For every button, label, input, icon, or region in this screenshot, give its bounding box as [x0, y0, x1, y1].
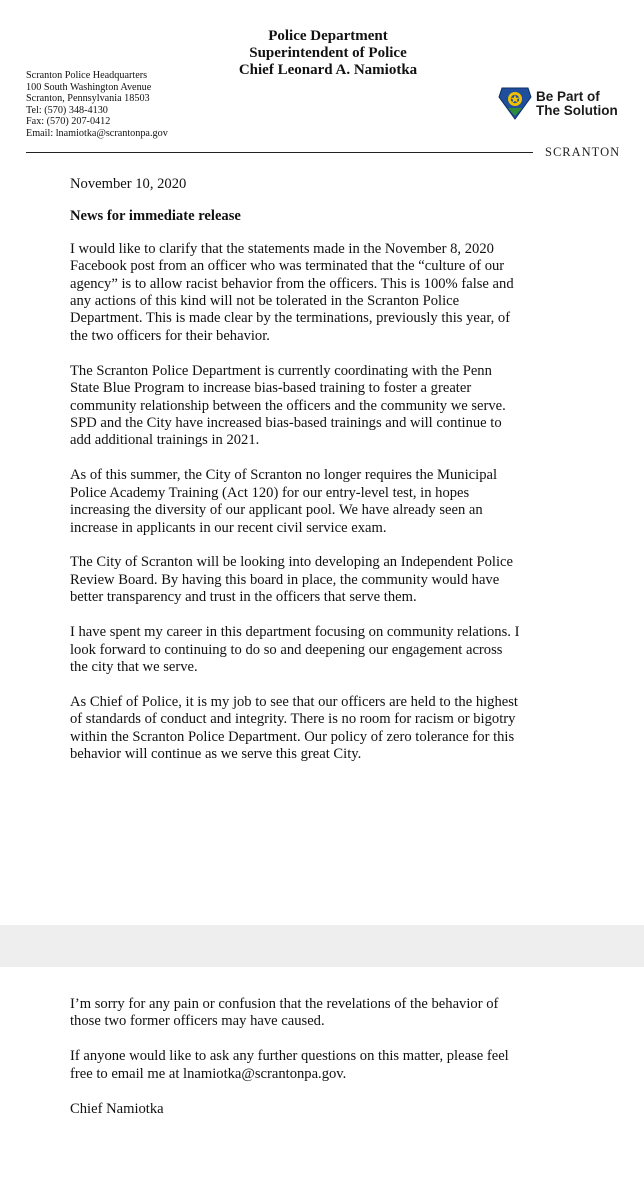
- paragraph-line: agency” is to allow racist behavior from the officers. This is 100% false and: [70, 275, 514, 292]
- paragraph-line: Review Board. By having this board in place, the community would have: [70, 571, 500, 588]
- address-line: 100 South Washington Avenue: [26, 81, 152, 93]
- paragraph: [70, 624, 610, 676]
- letter-page-2: [0, 967, 644, 1200]
- letter-headline: News for immediate release: [70, 208, 241, 225]
- paragraph-line: add additional trainings in 2021.: [70, 432, 260, 449]
- paragraph: [70, 241, 610, 345]
- paragraph-line: any actions of this kind will not be tolerated in the Scranton Police: [70, 293, 460, 310]
- paragraph-line: I’m sorry for any pain or confusion that the revelations of the behavior of: [70, 996, 499, 1012]
- headquarters-address: [26, 70, 168, 140]
- header-divider: [26, 152, 533, 153]
- paragraph: [70, 996, 610, 1031]
- page2-paragraphs: [70, 996, 610, 1118]
- paragraph-line: Chief Namiotka: [70, 1100, 164, 1117]
- paragraph-line: Facebook post from an officer who was terminated that the “culture of our: [70, 258, 505, 275]
- paragraph-line: Police Academy Training (Act 120) for our entry-level test, in hopes: [70, 484, 470, 501]
- letter-date: November 10, 2020: [70, 176, 187, 192]
- paragraph-line: within the Scranton Police Department. Our policy of zero tolerance for this: [70, 728, 515, 745]
- paragraph-line: State Blue Program to increase bias-based training to foster a greater: [70, 380, 472, 397]
- paragraph: [70, 363, 610, 450]
- city-label: SCRANTON: [545, 145, 621, 159]
- paragraph-line: look forward to continuing to do so and deepening our engagement across: [70, 641, 503, 658]
- paragraph-line: As of this summer, the City of Scranton no longer requires the Municipal: [70, 467, 498, 484]
- address-line: Scranton Police Headquarters: [26, 70, 148, 81]
- paragraph-line: behavior will continue as we serve this great City.: [70, 746, 362, 763]
- paragraph-line: free to email me at lnamiotka@scrantonpa.gov.: [70, 1065, 347, 1082]
- paragraph: [70, 467, 610, 537]
- header-line-superintendent: Superintendent of Police: [249, 45, 407, 61]
- paragraph-line: the city that we serve.: [70, 658, 198, 675]
- address-email: Email: lnamiotka@scrantonpa.gov: [26, 127, 168, 139]
- paragraph-line: better transparency and trust in the officers that serve them.: [70, 589, 417, 606]
- header-line-department: Police Department: [268, 28, 388, 44]
- paragraph-line: I would like to clarify that the statements made in the November 8, 2020: [70, 240, 494, 257]
- paragraph: [70, 1101, 610, 1118]
- paragraph-line: the two officers for their behavior.: [70, 327, 270, 344]
- page-gap: [0, 925, 644, 967]
- letter-body: [70, 176, 610, 781]
- keystone-badge-icon: [498, 86, 532, 120]
- letter-paragraphs: [70, 241, 610, 764]
- paragraph: [70, 1048, 610, 1083]
- paragraph-line: increase in applicants in our recent civil service exam.: [70, 519, 387, 536]
- header-line-chief: Chief Leonard A. Namiotka: [238, 62, 418, 78]
- paragraph-line: As Chief of Police, it is my job to see that our officers are held to the highest: [70, 693, 518, 710]
- address-line: Scranton, Pennsylvania 18503: [26, 93, 150, 105]
- be-part-of-the-solution-logo: [498, 86, 628, 122]
- paragraph-line: Department. This is made clear by the terminations, previously this year, of: [70, 310, 511, 327]
- address-fax: Fax: (570) 207-0412: [26, 116, 111, 128]
- paragraph-line: If anyone would like to ask any further questions on this matter, please feel: [70, 1048, 509, 1065]
- paragraph-line: SPD and the City have increased bias-based trainings and will continue to: [70, 414, 502, 431]
- paragraph-line: those two former officers may have caused.: [70, 1013, 325, 1030]
- logo-slogan: [536, 90, 618, 118]
- paragraph-line: of standards of conduct and integrity. There is no room for racism or bigotry: [70, 711, 516, 728]
- address-phone: Tel: (570) 348-4130: [26, 104, 108, 116]
- logo-slogan-line2: The Solution: [536, 103, 618, 118]
- paragraph-line: I have spent my career in this department focusing on community relations. I: [70, 624, 520, 641]
- letter-body-page-2: [70, 996, 610, 1136]
- paragraph: [70, 554, 610, 606]
- paragraph: [70, 694, 610, 764]
- paragraph-line: The City of Scranton will be looking into developing an Independent Police: [70, 554, 513, 571]
- paragraph-line: increasing the diversity of our applicant pool. We have already seen an: [70, 502, 483, 519]
- logo-slogan-line1: Be Part of: [536, 89, 600, 104]
- paragraph-line: The Scranton Police Department is currently coordinating with the Penn: [70, 362, 492, 379]
- paragraph-line: community relationship between the officers and the community we serve.: [70, 397, 506, 414]
